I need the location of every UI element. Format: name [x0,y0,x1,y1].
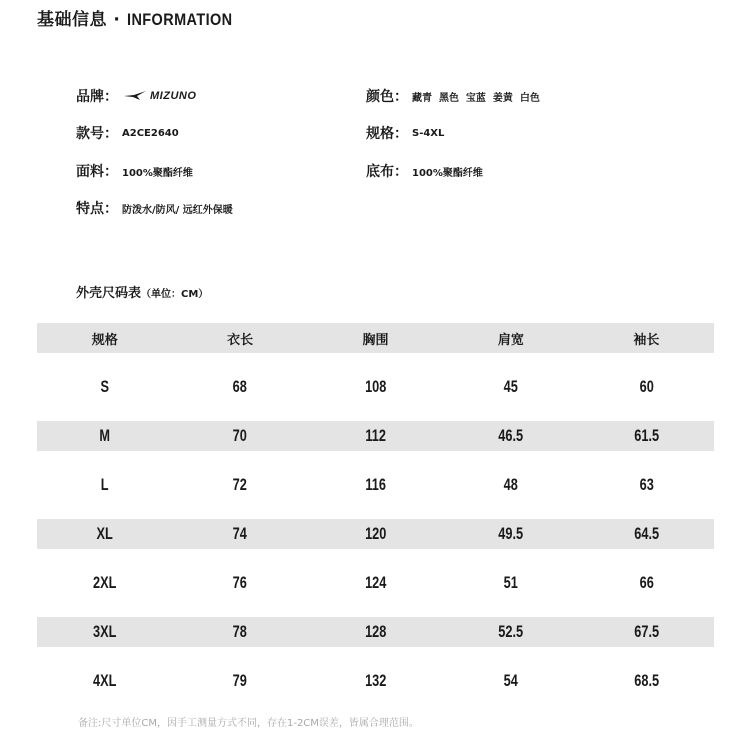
features-label: 特点： [76,201,118,217]
title-separator: · [113,10,121,30]
page-title [37,5,251,30]
cell-chest: 112 [365,426,386,445]
cell-chest: 128 [364,622,387,641]
cell-length: 78 [233,622,248,641]
brand-logo [124,90,196,102]
table-header-row [37,323,714,353]
cell-size: XL [96,524,113,543]
lining-label: 底布： [366,164,408,180]
footnote: 备注:尺寸单位CM，因手工测量方式不同，存在1-2CM误差，皆属合理范围。 [78,718,419,729]
size-table-title [76,282,208,301]
brand-logo-text: MIZUNO [150,90,197,102]
cell-length: 74 [233,524,248,543]
header-chest: 胸围 [362,332,389,348]
info-sizes [366,123,444,143]
info-colors [366,86,540,106]
cell-length: 72 [233,475,248,494]
table-row [37,666,714,696]
table-row [37,519,714,549]
cell-sleeve: 67.5 [633,622,659,641]
cell-shoulder: 52.5 [498,622,524,641]
cell-size: 2XL [93,573,117,592]
table-row [37,470,714,500]
cell-sleeve: 66 [639,573,654,592]
cell-sleeve: 61.5 [633,426,659,445]
info-features [76,198,233,218]
cell-length: 68 [233,377,248,396]
cell-size: 3XL [93,622,117,641]
size-table-title-text: 外壳尺码表 [76,286,142,301]
cell-chest: 108 [364,377,387,396]
brand-label: 品牌： [76,89,118,105]
cell-size: S [100,377,109,396]
info-lining [366,161,483,181]
cell-shoulder: 49.5 [498,524,524,543]
header-size: 规格 [91,332,118,348]
table-row [37,421,714,451]
sizes-label: 规格： [366,126,408,142]
fabric-label: 面料： [76,164,118,180]
size-table-unit: （单位：CM） [141,289,209,300]
colors-value: 藏青 黑色 宝蓝 姜黄 白色 [412,92,540,104]
table-row [37,617,714,647]
table-body [37,372,714,696]
sizes-value: S-4XL [412,127,445,139]
cell-size: M [99,426,111,445]
size-table [37,323,714,696]
features-value: 防泼水/防风/ 远红外保暖 [122,204,233,216]
model-label: 款号： [76,126,118,142]
cell-chest: 124 [364,573,387,592]
cell-size: L [100,475,109,494]
title-cn: 基础信息 [37,10,107,30]
header-length: 衣长 [227,332,254,348]
cell-sleeve: 64.5 [633,524,659,543]
cell-shoulder: 51 [503,573,519,592]
cell-chest: 116 [365,475,386,494]
header-sleeve: 袖长 [633,332,660,348]
colors-label: 颜色： [366,89,408,105]
cell-chest: 120 [364,524,387,543]
header-shoulder: 肩宽 [497,332,524,348]
cell-shoulder: 48 [503,475,519,494]
cell-shoulder: 46.5 [498,426,524,445]
cell-chest: 132 [364,671,387,690]
fabric-value: 100%聚酯纤维 [122,167,193,179]
cell-sleeve: 68.5 [633,671,659,690]
table-row [37,568,714,598]
cell-sleeve: 63 [639,475,654,494]
mizuno-runbird-icon [124,91,148,101]
info-brand [76,86,196,106]
cell-shoulder: 45 [503,377,519,396]
cell-sleeve: 60 [639,377,654,396]
cell-size: 4XL [93,671,117,690]
table-row [37,372,714,402]
cell-length: 76 [233,573,248,592]
cell-length: 79 [233,671,248,690]
cell-shoulder: 54 [503,671,519,690]
info-fabric [76,161,193,181]
lining-value: 100%聚酯纤维 [412,167,483,179]
info-model [76,123,179,143]
model-value: A2CE2640 [122,127,179,139]
cell-length: 70 [233,426,248,445]
title-en: INFORMATION [126,10,233,29]
